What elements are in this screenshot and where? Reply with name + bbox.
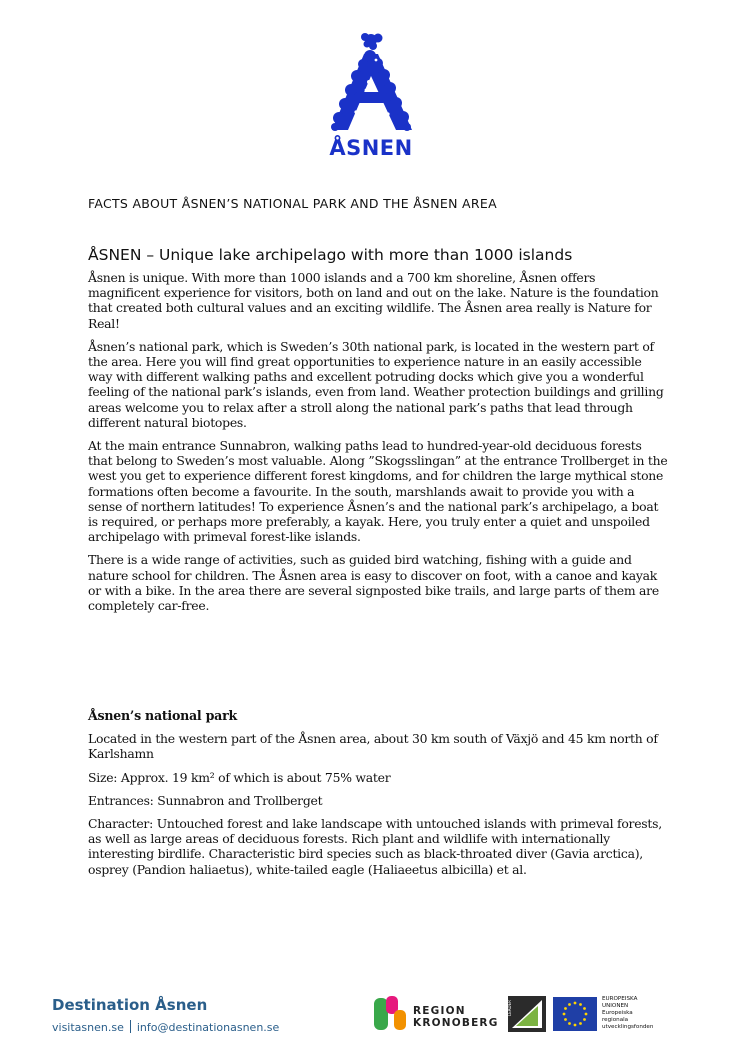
paragraph: There is a wide range of activities, such as guided bird watching, fishing with a guide and nature school for children. The Åsnen area is easy to discover on foot, with a canoe and kayak or with a bike. In the area there are several signposted bike trails, and large parts of them are completely car-free.	[88, 552, 659, 614]
leader-text: LEADER	[507, 1000, 512, 1016]
eu-flag-icon	[553, 997, 597, 1031]
facts-character: Character: Untouched forest and lake landscape with untouched islands with primeval forests, as well as large areas of deciduous forests. Rich plant and wildlife with internationally interesting birdlife. Characteristic bird species such as black-throated diver (Gavia arctica), osprey (Pandion haliaetus), white-tailed eagle (Haliaeetus albicilla) et al.	[88, 816, 662, 877]
logo-wordmark: ÅSNEN	[329, 136, 413, 160]
paragraph: At the main entrance Sunnabron, walking paths lead to hundred-year-old deciduous forests that belong to Sweden’s most valuable. Along ”Skogsslingan” at the entrance Trollberget in the west you get to experience different forest kingdoms, and for children the large mythical stone formations often become a favourite. In the south, marshlands await to provide you with a sense of northern latitudes! To experience Åsnen’s and the national park’s archipelago, a boat is required, or perhaps more preferably, a kayak. Here, you truly enter a quiet and unspoiled archipelago with primeval forest-like islands.	[88, 438, 668, 545]
article-title: ÅSNEN – Unique lake archipelago with more than 1000 islands	[88, 246, 573, 264]
website-link[interactable]: visitasnen.se	[52, 1021, 124, 1034]
eu-line: Europeiska	[602, 1010, 633, 1016]
eu-line: EUROPEISKA	[602, 996, 638, 1002]
region-line2: KRONOBERG	[413, 1017, 499, 1029]
page-heading: FACTS ABOUT ÅSNEN’S NATIONAL PARK AND THE ÅSNEN AREA	[88, 196, 497, 211]
leader-logo-icon	[508, 996, 546, 1032]
eu-line: utvecklingsfonden	[602, 1024, 654, 1030]
eu-line: UNIONEN	[602, 1003, 629, 1009]
paragraph: Åsnen’s national park, which is Sweden’s 30th national park, is located in the western part of the area. Here you will find great opportunities to experience nature in an easily accessible way with different walking paths and excellent potruding docks which give you a wonderful feeling of the national park’s islands, even from land. Weather protection buildings and grilling areas welcome you to relax after a stroll along the national park’s paths that lead through different natural biotopes.	[88, 338, 664, 430]
divider	[130, 1020, 131, 1033]
asnen-logo	[326, 30, 416, 164]
facts-heading: Åsnen’s national park	[88, 708, 237, 723]
region-kronoberg-text	[413, 1005, 499, 1029]
eu-line: regionala	[602, 1017, 629, 1023]
asnen-letter-a-icon	[326, 30, 416, 136]
email-link[interactable]: info@destinationasnen.se	[136, 1021, 280, 1034]
facts-entrances: Entrances: Sunnabron and Trollberget	[88, 792, 323, 808]
region-line1: REGION	[413, 1005, 466, 1017]
facts-location: Located in the western part of the Åsnen area, about 30 km south of Växjö and 45 km north of Karlshamn	[88, 731, 658, 762]
footer-org-name: Destination Åsnen	[52, 996, 208, 1014]
facts-size: Size: Approx. 19 km² of which is about 75% water	[88, 769, 391, 785]
region-kronoberg-logo-icon	[374, 996, 406, 1032]
article-body	[88, 270, 668, 621]
footer-contact	[52, 1020, 279, 1034]
eu-funding-text	[602, 996, 653, 1031]
facts-section	[88, 708, 668, 885]
paragraph: Åsnen is unique. With more than 1000 islands and a 700 km shoreline, Åsnen offers magnificent experience for visitors, both on land and out on the lake. Nature is the foundation that created both cultural values and an exciting wildlife. The Åsnen area really is Nature for Real!	[88, 270, 659, 331]
